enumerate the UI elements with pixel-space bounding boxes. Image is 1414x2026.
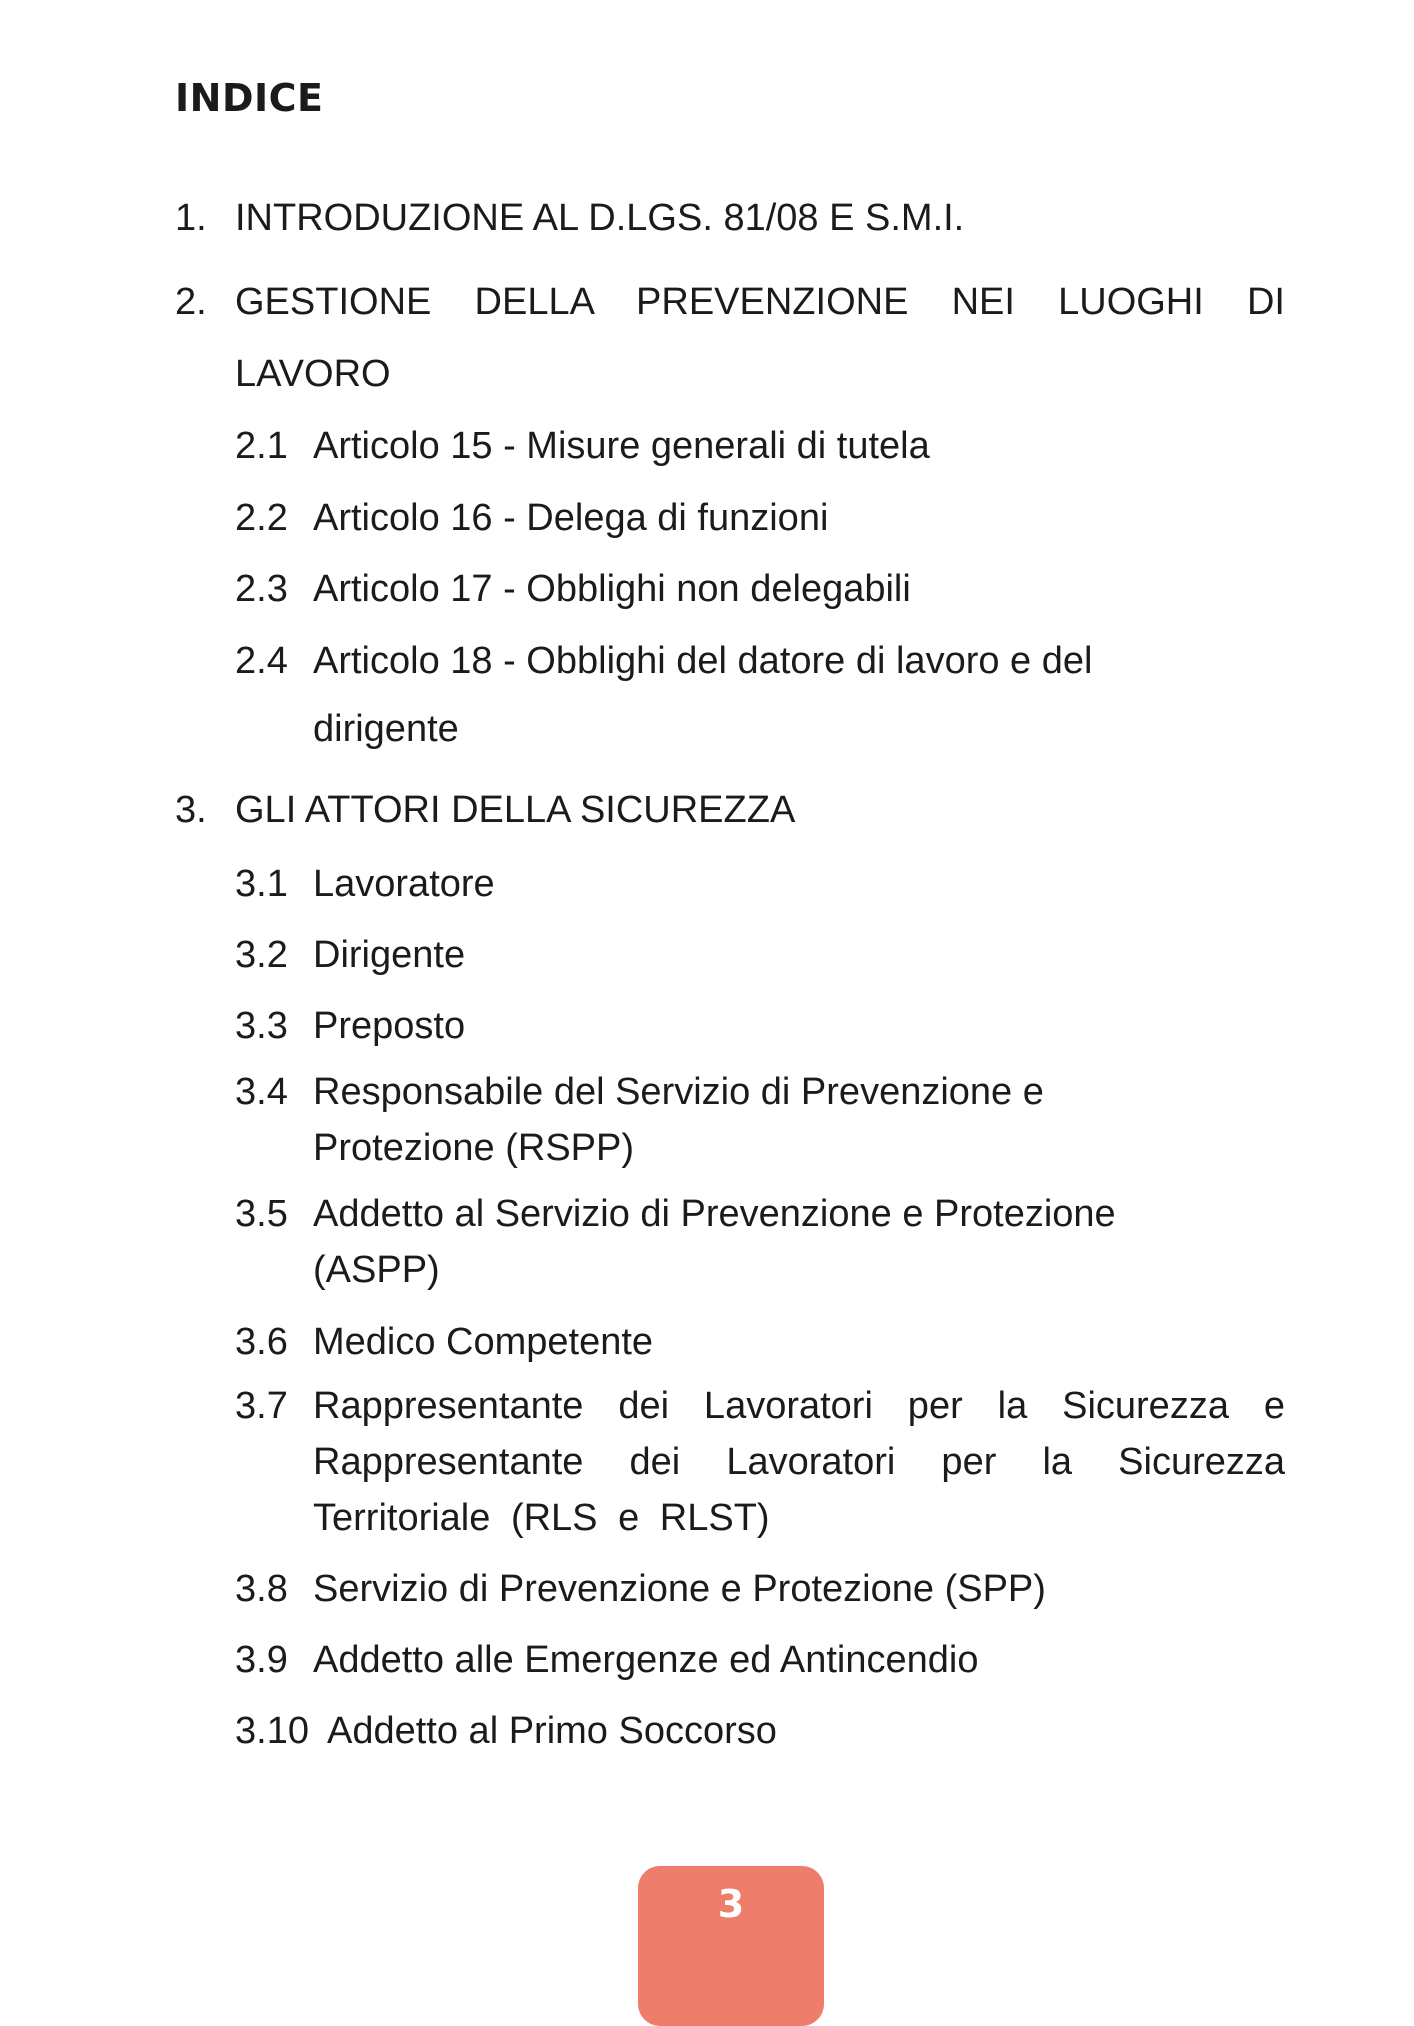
toc-entry-number: 3.4 [235,1071,288,1113]
toc-entry-number: 1. [175,197,207,239]
toc-entry-3-10[interactable] [235,1703,1285,1759]
page-number-badge [638,1866,824,2026]
toc-entry-3-4[interactable] [235,1064,1165,1176]
page-number: 3 [717,1882,745,1926]
toc-entry-3-7[interactable] [235,1378,1285,1546]
toc-entry-number: 3.5 [235,1193,288,1235]
toc-entry-title: Addetto alle Emergenze ed Antincendio [313,1639,979,1681]
toc-entry-number: 3.2 [235,934,288,976]
toc-entry-number: 2. [175,281,207,323]
toc-entry-title: GESTIONE DELLA PREVENZIONE NEI LUOGHI DI LAVORO [235,281,1285,395]
toc-entry-2-1[interactable] [235,418,1285,474]
toc-entry-3-5[interactable] [235,1186,1225,1298]
toc-entry-title: GLI ATTORI DELLA SICUREZZA [235,789,796,831]
toc-entry-2[interactable] [175,266,1285,410]
toc-entry-title: Servizio di Prevenzione e Protezione (SPP) [313,1568,1046,1610]
toc-entry-title: Medico Competente [313,1321,654,1363]
toc-entry-title: Articolo 15 - Misure generali di tutela [313,425,930,467]
toc-entry-title: Addetto al Servizio di Prevenzione e Protezione (ASPP) [313,1193,1116,1291]
toc-entry-3-1[interactable] [235,856,1285,912]
toc-heading: INDICE [175,76,324,120]
toc-entry-3-2[interactable] [235,927,1285,983]
toc-entry-number: 2.2 [235,497,288,539]
toc-entry-number: 2.1 [235,425,288,467]
toc-entry-title: Articolo 17 - Obblighi non delegabili [313,568,911,610]
toc-entry-title: Articolo 16 - Delega di funzioni [313,497,829,539]
toc-entry-title: Articolo 18 - Obblighi del datore di lavoro e del dirigente [313,640,1093,750]
toc-entry-3-9[interactable] [235,1632,1285,1688]
toc-entry-3-3[interactable] [235,998,1285,1054]
toc-entry-number: 2.3 [235,568,288,610]
toc-entry-title: INTRODUZIONE AL D.LGS. 81/08 E S.M.I. [235,197,965,239]
toc-entry-number: 3. [175,789,207,831]
toc-entry-title: Responsabile del Servizio di Prevenzione e Protezione (RSPP) [313,1071,1044,1169]
toc-entry-2-3[interactable] [235,561,1285,617]
toc-entry-number: 3.7 [235,1385,288,1427]
toc-entry-2-4[interactable] [235,627,1185,763]
toc-entry-number: 3.8 [235,1568,288,1610]
toc-entry-title: Rappresentante dei Lavoratori per la Sicurezza e Rappresentante dei Lavoratori per la Sicurezza Territoriale (RLS e RLST) [313,1385,1285,1539]
toc-entry-title: Dirigente [313,934,466,976]
toc-entry-1[interactable] [175,190,1285,246]
toc-entry-title: Preposto [313,1005,466,1047]
toc-entry-number: 3.9 [235,1639,288,1681]
toc-entry-number: 3.6 [235,1321,288,1363]
toc-entry-number: 3.10 [235,1710,309,1752]
toc-entry-3[interactable] [175,782,1285,838]
toc-entry-title: Lavoratore [313,863,495,905]
toc-entry-number: 3.3 [235,1005,288,1047]
toc-entry-title: Addetto al Primo Soccorso [327,1710,777,1752]
toc-entry-number: 3.1 [235,863,288,905]
toc-entry-2-2[interactable] [235,490,1285,546]
toc-entry-3-6[interactable] [235,1314,1285,1370]
toc-entry-3-8[interactable] [235,1561,1285,1617]
toc-entry-number: 2.4 [235,640,288,682]
